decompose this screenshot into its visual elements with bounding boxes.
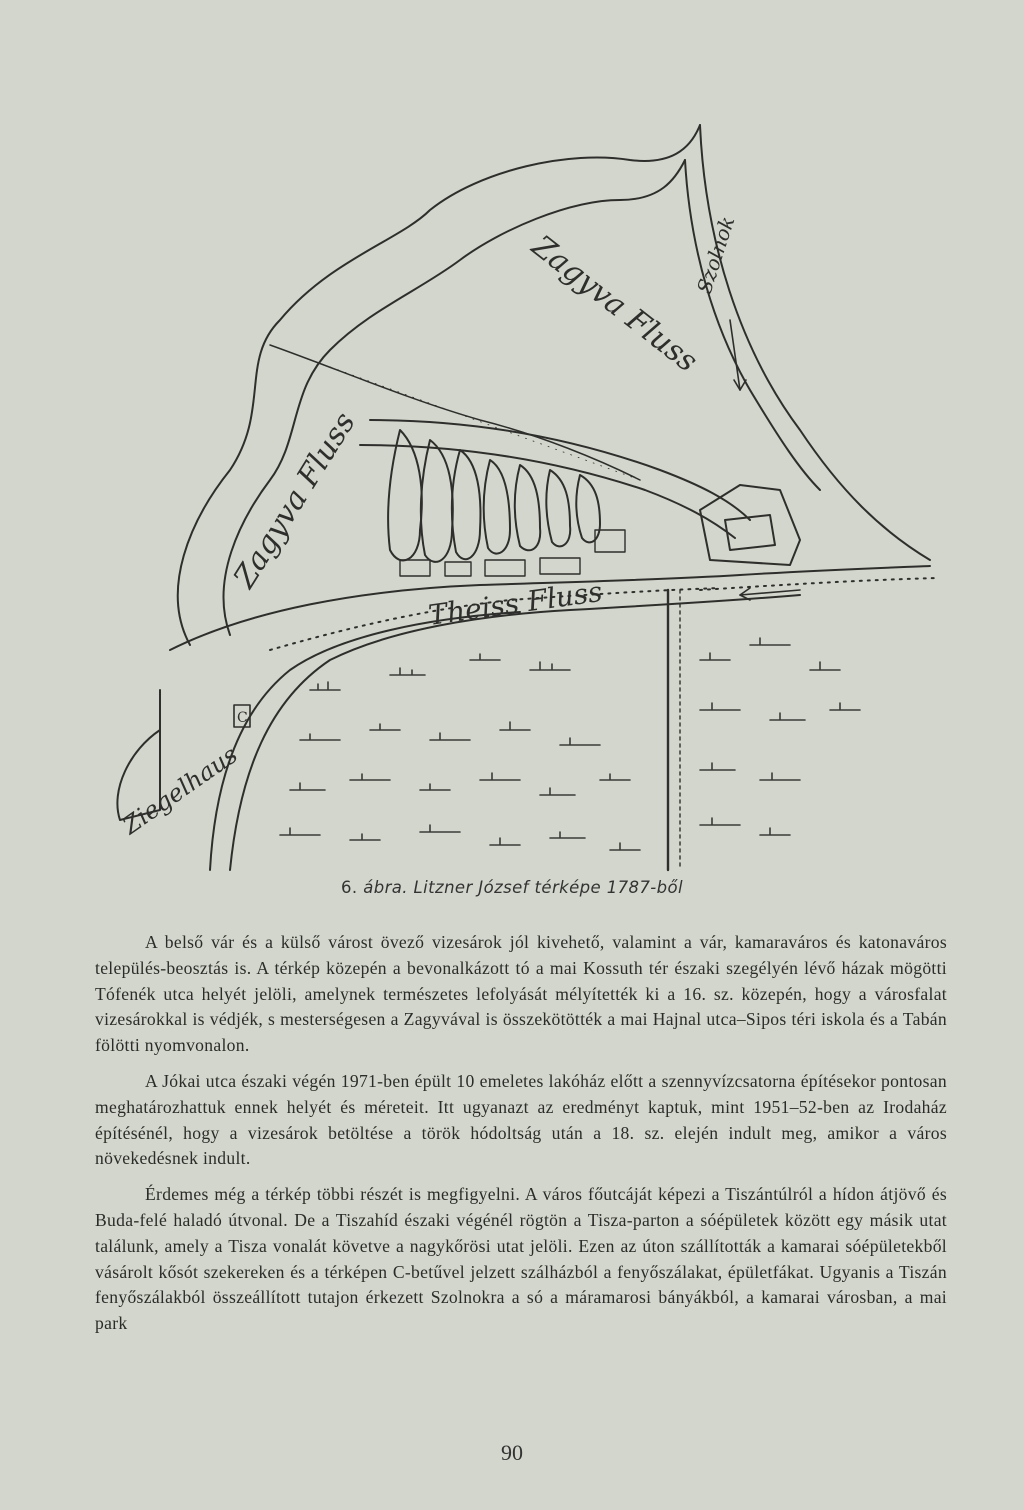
map-sketch [100, 90, 940, 880]
paragraph: A belső vár és a külső várost övező vizesárok jól kivehető, valamint a vár, kamaraváros és katonaváros település-beosztás is. A térkép közepén a bevonalkázott tó a mai Kossuth tér északi szegélyén lévő házak mögötti Tófenék utca helyét jelöli, amelynek természetes lefolyását mélyítették ki a 16. sz. közepén, hogy a városfalat vizesárokkal is védjék, s mesterségesen a Zagyvával is összekötötték a mai Hajnal utca–Sipos téri iskola és a Tabán fölötti nyomvonalon. [95, 932, 947, 1056]
map-label-town: Szolnok [691, 213, 740, 297]
figure-caption [0, 878, 1024, 897]
figure-caption-text: ábra. Litzner József térképe 1787-ből [363, 878, 684, 897]
map-label-salzhaus: C [237, 710, 248, 726]
figure-number: 6. [340, 878, 358, 897]
historical-map-drawing [100, 90, 940, 880]
paragraph: Érdemes még a térkép többi részét is megfigyelni. A város főutcáját képezi a Tiszántúlról a hídon átjövő és Buda-felé haladó útvonal. De a Tiszahíd északi végénél rögtön a Tisza-parton a sóépületek között egy másik utat találunk, amely a Tisza vonalát követve a nagykőrösi utat jelöli. Ezen az úton szállították a kamarai sóépületekből vásárolt kősót szekereken és a térképen C-betűvel jelzett szálházból a fenyőszálakat, épületfákat. Ugyanis a Tiszán fenyőszálakból összeállított tutajon érkezett Szolnokra a só a máramarosi bányákból, a kamarai városban, a mai park [95, 1184, 947, 1334]
page-number: 90 [501, 1440, 523, 1465]
map-label-ziegelhaus: Ziegelhaus [117, 740, 243, 840]
map-label-theiss: Theiss Fluss [426, 574, 605, 632]
paragraph: A Jókai utca északi végén 1971-ben épült 10 emeletes lakóház előtt a szennyvízcsatorna építésekor pontosan meghatározhattuk ennek helyét és méreteit. Itt ugyanazt az eredményt kaptuk, mint 1951–52-ben az Irodaház építésénél, hogy a vizesárok betöltése a török hódoltság után a 18. sz. elején indult meg, amikor a város növekedésnek indult. [95, 1070, 947, 1169]
map-label-zagyva-top: Zagyva Fluss [525, 228, 705, 380]
map-label-zagyva-left: Zagyva Fluss [227, 406, 363, 595]
body-text [95, 930, 947, 1347]
